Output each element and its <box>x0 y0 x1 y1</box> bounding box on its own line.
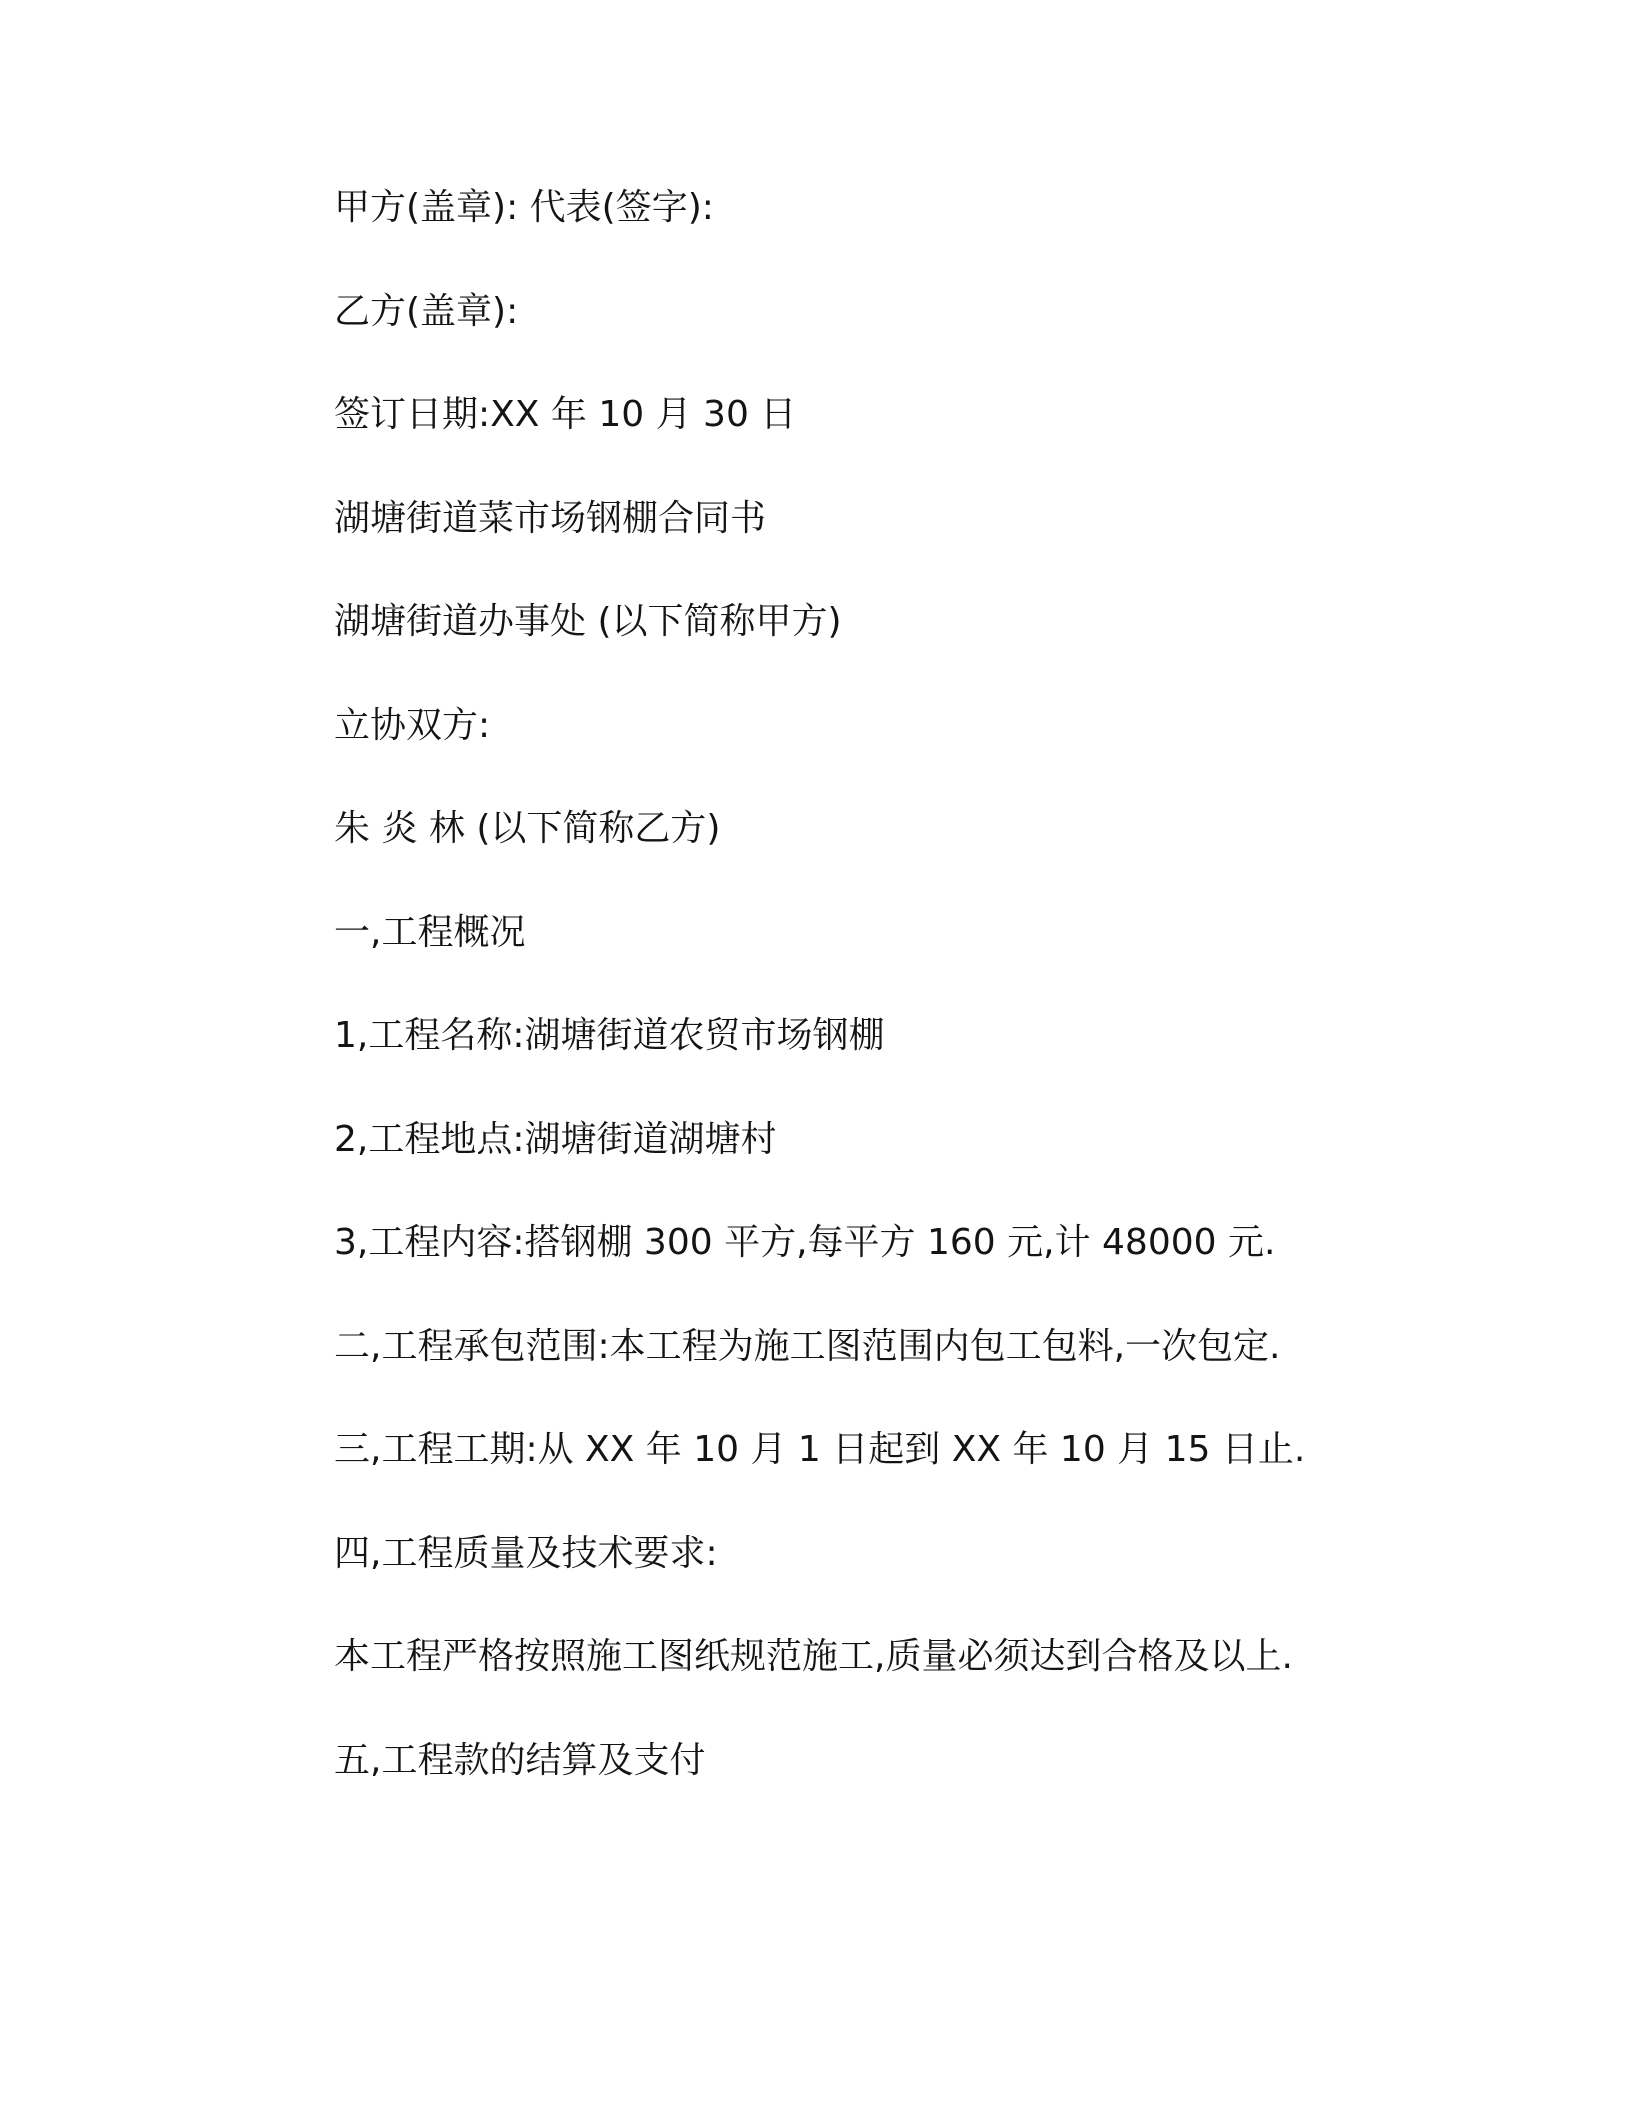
section-5-heading: 五,工程款的结算及支付 <box>334 1739 706 1781</box>
party-a-name: 湖塘街道办事处 (以下简称甲方) <box>334 601 842 642</box>
section-1-heading: 一,工程概况 <box>334 911 526 953</box>
quality-requirement: 本工程严格按照施工图纸规范施工,质量必须达到合格及以上. <box>334 1636 1293 1677</box>
party-b-name: 朱 炎 林 (以下简称乙方) <box>334 808 721 849</box>
party-a-signature-line: 甲方(盖章): 代表(签字): <box>334 187 714 228</box>
contracting-parties-label: 立协双方: <box>334 704 491 746</box>
project-location: 2,工程地点:湖塘街道湖塘村 <box>334 1118 777 1160</box>
contract-text <box>334 186 1434 1842</box>
signing-date: 签订日期:XX 年 10 月 30 日 <box>334 394 797 435</box>
party-b-signature-line: 乙方(盖章): <box>334 290 519 332</box>
contract-title: 湖塘街道菜市场钢棚合同书 <box>334 497 767 539</box>
section-2-scope: 二,工程承包范围:本工程为施工图范围内包工包料,一次包定. <box>334 1325 1281 1367</box>
section-4-heading: 四,工程质量及技术要求: <box>334 1532 718 1574</box>
project-content: 3,工程内容:搭钢棚 300 平方,每平方 160 元,计 48000 元. <box>334 1222 1276 1263</box>
section-3-schedule: 三,工程工期:从 XX 年 10 月 1 日起到 XX 年 10 月 15 日止. <box>334 1429 1306 1470</box>
project-name: 1,工程名称:湖塘街道农贸市场钢棚 <box>334 1015 885 1056</box>
